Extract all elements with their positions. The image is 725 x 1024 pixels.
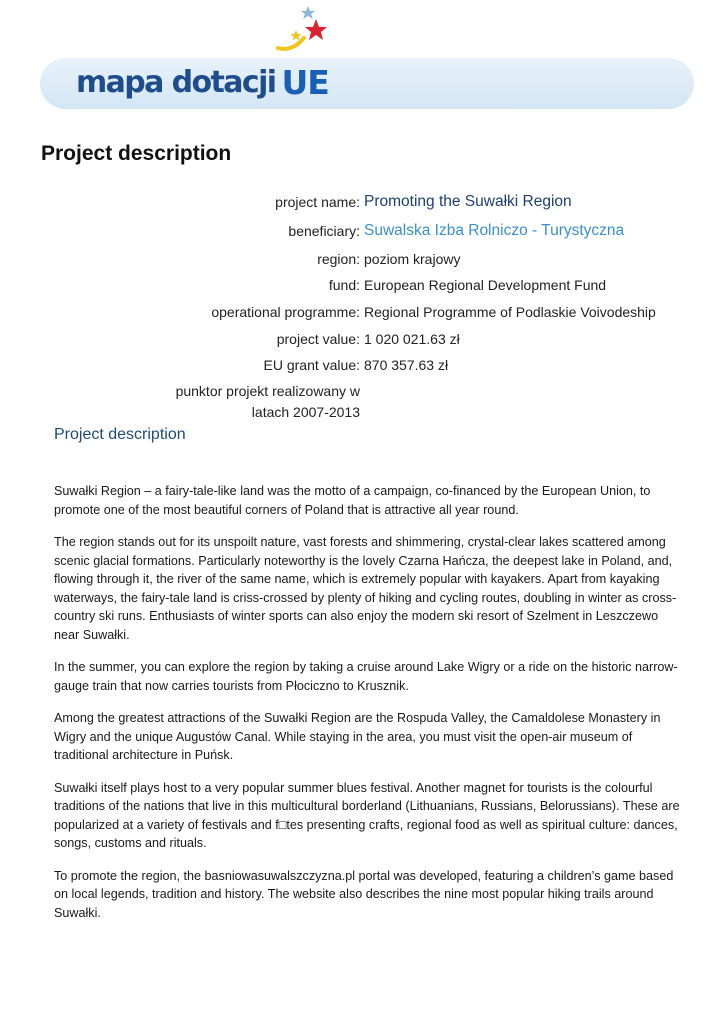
detail-value: Regional Programme of Podlaskie Voivodeship: [364, 304, 656, 320]
detail-value: European Regional Development Fund: [364, 277, 607, 293]
detail-label: beneficiary:: [288, 223, 360, 239]
paragraph: Suwałki itself plays host to a very popular summer blues festival. Another magnet for tourists is the colourful traditions of the nations that live in this multicultural borderland (Lithuanians, Russians, Belorussians). These are popularized at a variety of festivals and f□tes presenting crafts, regional food as well as spiritual culture: dances, songs, customs and rituals.: [54, 780, 680, 850]
detail-label: fund:: [328, 277, 360, 293]
paragraph: Suwałki Region – a fairy-tale-like land was the motto of a campaign, co-financed by the European Union, to promote one of the most beautiful corners of Poland that is attractive all year round.: [54, 484, 651, 517]
beneficiary-link[interactable]: Suwalska Izba Rolniczo - Turystyczna: [364, 222, 625, 239]
detail-label: project value:: [276, 331, 360, 347]
logo-ue: UE: [281, 63, 329, 102]
project-name-link[interactable]: Promoting the Suwałki Region: [364, 193, 572, 210]
detail-label: punktor projekt realizowany w latach 2007-2013: [175, 383, 360, 420]
detail-value: 1 020 021.63 zł: [364, 331, 460, 347]
paragraph: To promote the region, the basniowasuwalszczyzna.pl portal was developed, featuring a children’s game based on local legends, tradition and history. The website also describes the nine most popular hiking trails around Suwałki.: [54, 868, 674, 920]
detail-value: poziom krajowy: [364, 251, 461, 267]
detail-label: operational programme:: [211, 304, 360, 320]
paragraph: Among the greatest attractions of the Suwałki Region are the Rospuda Valley, the Camaldolese Monastery in Wigry and the unique Augustów Canal. While staying in the area, you must visit the open-air museum of traditional architecture in Puńsk.: [54, 711, 661, 762]
detail-label: region:: [317, 251, 360, 267]
section-heading: Project description: [54, 426, 186, 443]
logo-text: mapa dotacji: [76, 65, 276, 100]
detail-label: EU grant value:: [263, 357, 360, 373]
eu-stars-icon: [270, 2, 334, 54]
detail-label: project name:: [275, 194, 360, 210]
paragraph: The region stands out for its unspoilt nature, vast forests and shimmering, crystal-clear lakes scattered among scenic glacial formations. Particularly noteworthy is the lovely Czarna Hańcza, the deepest lake in Poland, and, flowing through it, the river of the same name, which is extremely popular with kayakers. Apart from kayaking waterways, the fairy-tale land is criss-crossed by plenty of hiking and cycling routes, doubling in winter as cross-country ski runs. Enthusiasts of winter sports can also enjoy the modern ski resort of Szelment in Leszczewo near Suwałki.: [54, 535, 677, 642]
description-body: [54, 482, 684, 936]
detail-value: 870 357.63 zł: [364, 357, 449, 373]
page-title: Project description: [41, 142, 232, 165]
site-logo[interactable]: [76, 52, 329, 108]
paragraph: In the summer, you can explore the region by taking a cruise around Lake Wigry or a ride on the historic narrow-gauge train that now carries tourists from Płociczno to Krusznik.: [54, 660, 678, 693]
